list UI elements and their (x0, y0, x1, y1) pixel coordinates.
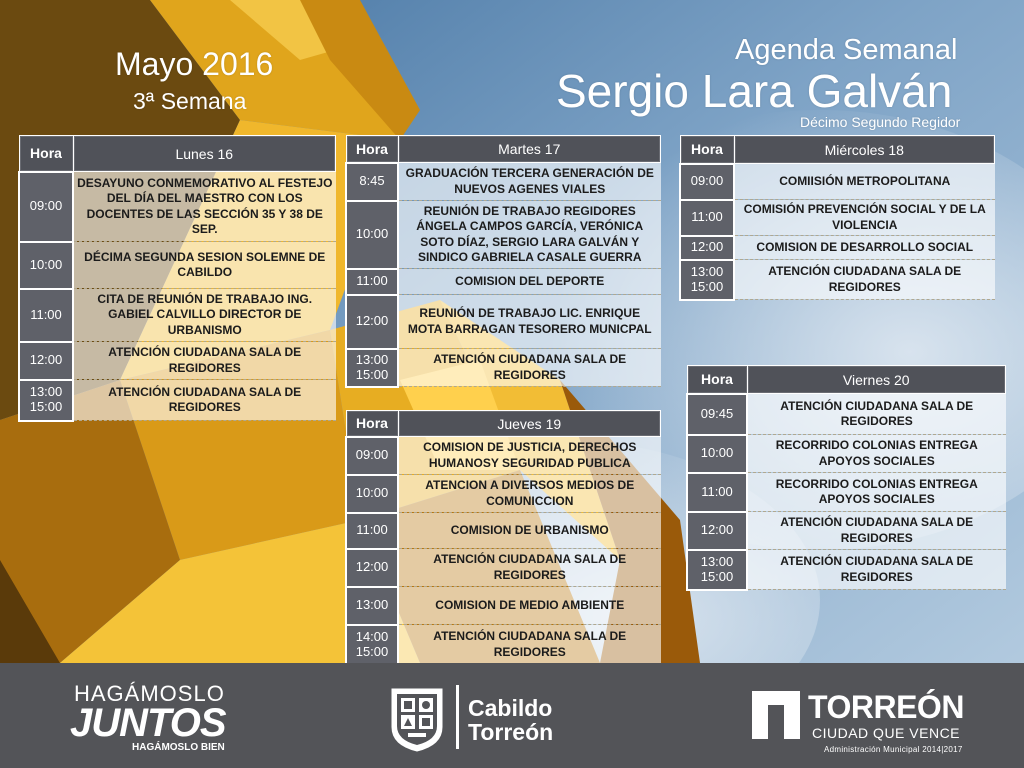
month-title: Mayo 2016 (115, 46, 274, 82)
event-cell: ATENCIÓN CIUDADANA SALA DE REGIDORES (73, 380, 336, 421)
event-cell: COMISION DE MEDIO AMBIENTE (398, 587, 661, 625)
event-cell: COMIISIÓN METROPOLITANA (734, 164, 995, 200)
schedule-row (680, 236, 995, 260)
torreon-admin: Administración Municipal 2014|2017 (824, 745, 963, 754)
schedule-row (346, 163, 661, 201)
schedule-row (680, 200, 995, 236)
schedule-row (346, 625, 661, 665)
hora-header: Hora (19, 136, 73, 172)
torreon-title: TORREÓN (808, 689, 964, 725)
time-cell: 13:00 15:00 (680, 260, 734, 300)
schedule-martes (345, 135, 661, 388)
event-cell: GRADUACIÓN TERCERA GENERACIÓN DE NUEVOS AGENES VIALES (398, 163, 661, 201)
cabildo-line1: Cabildo (468, 695, 553, 721)
time-cell: 11:00 (346, 513, 398, 549)
time-cell: 12:00 (680, 236, 734, 260)
schedule-viernes (686, 365, 1006, 591)
event-cell: DESAYUNO CONMEMORATIVO AL FESTEJO DEL DÍA DEL MAESTRO CON LOS DOCENTES DE LAS SECCIÓN 35 Y 38 DE SEP. (73, 172, 336, 242)
schedule-jueves (345, 410, 661, 666)
hora-header: Hora (687, 366, 747, 394)
event-cell: COMISION DE JUSTICIA, DERECHOS HUMANOSY SEGURIDAD PUBLICA (398, 437, 661, 475)
time-cell: 12:00 (346, 549, 398, 587)
time-cell: 10:00 (346, 201, 398, 269)
schedule-row (19, 172, 336, 242)
schedule-row (346, 295, 661, 349)
event-cell: ATENCIÓN CIUDADANA SALA DE REGIDORES (747, 394, 1006, 435)
time-cell: 09:00 (680, 164, 734, 200)
time-cell: 09:45 (687, 394, 747, 435)
schedule-row (687, 473, 1006, 512)
time-cell: 11:00 (346, 269, 398, 295)
schedule-row (19, 242, 336, 289)
torreon-slogan: CIUDAD QUE VENCE (812, 725, 961, 741)
agenda-title: Agenda Semanal (735, 34, 958, 66)
event-cell: COMISION DE DESARROLLO SOCIAL (734, 236, 995, 260)
event-cell: RECORRIDO COLONIAS ENTREGA APOYOS SOCIALES (747, 435, 1006, 473)
event-cell: COMISION DEL DEPORTE (398, 269, 661, 295)
time-cell: 12:00 (346, 295, 398, 349)
event-cell: COMISION DE URBANISMO (398, 513, 661, 549)
event-cell: ATENCIÓN CIUDADANA SALA DE REGIDORES (398, 349, 661, 387)
logo-hagamoslo-bien: HAGÁMOSLO BIEN (132, 742, 225, 753)
event-cell: ATENCIÓN CIUDADANA SALA DE REGIDORES (747, 512, 1006, 550)
time-cell: 10:00 (19, 242, 73, 289)
event-cell: REUNIÓN DE TRABAJO REGIDORES ÁNGELA CAMPOS GARCÍA, VERÓNICA SOTO DÍAZ, SERGIO LARA GALVÁN Y SINDICO GABRIELA CASALE GUERRA (398, 201, 661, 269)
event-cell: ATENCIÓN CIUDADANA SALA DE REGIDORES (734, 260, 995, 300)
schedule-row (687, 394, 1006, 435)
day-header: Jueves 19 (398, 411, 661, 437)
time-cell: 13:00 15:00 (687, 550, 747, 590)
schedule-row (687, 550, 1006, 590)
day-header: Lunes 16 (73, 136, 336, 172)
schedule-row (346, 587, 661, 625)
time-cell: 14:00 15:00 (346, 625, 398, 665)
schedule-row (687, 435, 1006, 473)
time-cell: 11:00 (19, 289, 73, 342)
hora-header: Hora (680, 136, 734, 164)
event-cell: REUNIÓN DE TRABAJO LIC. ENRIQUE MOTA BARRAGAN TESORERO MUNICPAL (398, 295, 661, 349)
hora-header: Hora (346, 411, 398, 437)
time-cell: 12:00 (687, 512, 747, 550)
logo-juntos: JUNTOS (70, 701, 226, 745)
schedule-row (346, 349, 661, 387)
schedule-row (680, 164, 995, 200)
time-cell: 11:00 (680, 200, 734, 236)
schedule-row (680, 260, 995, 300)
time-cell: 09:00 (346, 437, 398, 475)
day-header: Martes 17 (398, 136, 661, 163)
torreon-logo-icon (752, 691, 800, 739)
cabildo-line2: Torreón (468, 719, 554, 745)
schedule-row (346, 201, 661, 269)
footer-bar (0, 663, 1024, 768)
schedule-row (19, 342, 336, 380)
day-header: Miércoles 18 (734, 136, 995, 164)
time-cell: 12:00 (19, 342, 73, 380)
schedule-row (346, 437, 661, 475)
time-cell: 13:00 (346, 587, 398, 625)
time-cell: 13:00 15:00 (19, 380, 73, 421)
event-cell: ATENCIÓN CIUDADANA SALA DE REGIDORES (73, 342, 336, 380)
schedule-row (19, 380, 336, 421)
event-cell: ATENCION A DIVERSOS MEDIOS DE COMUNICCION (398, 475, 661, 513)
time-cell: 13:00 15:00 (346, 349, 398, 387)
time-cell: 10:00 (346, 475, 398, 513)
schedule-row (346, 513, 661, 549)
schedule-row (346, 475, 661, 513)
schedule-row (346, 269, 661, 295)
coat-of-arms-icon (388, 683, 446, 753)
official-name: Sergio Lara Galván (556, 65, 953, 117)
event-cell: COMISIÓN PREVENCIÓN SOCIAL Y DE LA VIOLENCIA (734, 200, 995, 236)
week-subtitle: 3ª Semana (133, 88, 247, 114)
hora-header: Hora (346, 136, 398, 163)
divider-line (456, 685, 459, 749)
event-cell: RECORRIDO COLONIAS ENTREGA APOYOS SOCIALES (747, 473, 1006, 512)
event-cell: CITA DE REUNIÓN DE TRABAJO ING. GABIEL CALVILLO DIRECTOR DE URBANISMO (73, 289, 336, 342)
event-cell: ATENCIÓN CIUDADANA SALA DE REGIDORES (398, 549, 661, 587)
event-cell: DÉCIMA SEGUNDA SESION SOLEMNE DE CABILDO (73, 242, 336, 289)
time-cell: 09:00 (19, 172, 73, 242)
event-cell: ATENCIÓN CIUDADANA SALA DE REGIDORES (398, 625, 661, 665)
time-cell: 11:00 (687, 473, 747, 512)
event-cell: ATENCIÓN CIUDADANA SALA DE REGIDORES (747, 550, 1006, 590)
time-cell: 10:00 (687, 435, 747, 473)
schedule-row (687, 512, 1006, 550)
official-role: Décimo Segundo Regidor (800, 114, 961, 130)
day-header: Viernes 20 (747, 366, 1006, 394)
schedule-row (19, 289, 336, 342)
schedule-miercoles (679, 135, 995, 301)
schedule-lunes (18, 135, 336, 422)
schedule-row (346, 549, 661, 587)
time-cell: 8:45 (346, 163, 398, 201)
logo-hagamoslo-top: HAGÁMOSLO (74, 681, 225, 706)
